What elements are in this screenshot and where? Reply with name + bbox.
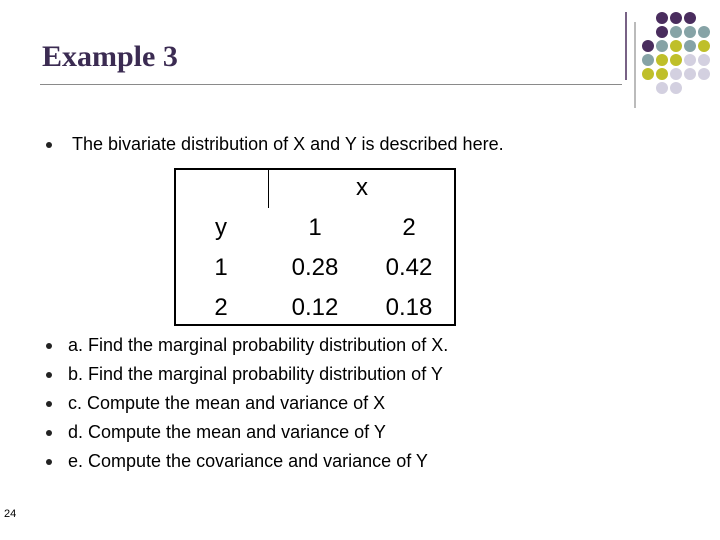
decorative-dot: [684, 68, 696, 80]
decorative-dot: [698, 40, 710, 52]
decorative-dot: [684, 40, 696, 52]
y-value: 2: [214, 294, 228, 321]
table-header-row: [174, 168, 456, 208]
decorative-dot: [670, 26, 682, 38]
intro-text: The bivariate distribution of X and Y is described here.: [72, 134, 504, 154]
decorative-dot: [656, 40, 668, 52]
bullet-icon: [46, 401, 52, 407]
decorative-dot: [656, 82, 668, 94]
decorative-dot: [656, 12, 668, 24]
table-row: [174, 288, 456, 328]
decorative-dot: [656, 26, 668, 38]
page-number: 24: [4, 508, 17, 520]
bullet-icon: [46, 372, 52, 378]
decorative-dots-graphic: [600, 0, 720, 130]
table-row: [174, 208, 456, 248]
decorative-dot: [670, 40, 682, 52]
y-value: 1: [214, 254, 228, 281]
bullet-icon: [46, 142, 52, 148]
decorative-dot: [698, 26, 710, 38]
title-divider: [40, 84, 622, 85]
x-value: 2: [402, 214, 416, 241]
decorative-dot: [684, 26, 696, 38]
table-header-divider: [268, 168, 269, 208]
question-c: c. Compute the mean and variance of X: [68, 393, 386, 413]
decorative-dot: [684, 12, 696, 24]
slide-title: Example 3: [42, 40, 178, 73]
probability-cell: 0.12: [291, 294, 339, 321]
probability-cell: 0.42: [385, 254, 433, 281]
bullet-icon: [46, 430, 52, 436]
decorative-dot: [642, 40, 654, 52]
question-e: e. Compute the covariance and variance of Y: [68, 451, 428, 471]
question-b: b. Find the marginal probability distribution of Y: [68, 364, 443, 384]
bullet-icon: [46, 343, 52, 349]
probability-cell: 0.18: [385, 294, 433, 321]
question-a: a. Find the marginal probability distribution of X.: [68, 335, 449, 355]
x-header: x: [356, 174, 368, 201]
decorative-dot: [670, 54, 682, 66]
decorative-dot: [684, 54, 696, 66]
decorative-dot: [670, 82, 682, 94]
y-header: y: [215, 214, 227, 241]
decorative-dot: [698, 54, 710, 66]
decorative-dot: [698, 68, 710, 80]
probability-cell: 0.28: [291, 254, 339, 281]
question-d: d. Compute the mean and variance of Y: [68, 422, 386, 442]
decorative-dot: [670, 12, 682, 24]
decorative-dot: [642, 54, 654, 66]
distribution-table: [174, 168, 456, 328]
decorative-dot: [670, 68, 682, 80]
decorative-dot: [642, 68, 654, 80]
bullet-icon: [46, 459, 52, 465]
table-row: [174, 248, 456, 288]
decorative-dot: [656, 68, 668, 80]
x-value: 1: [308, 214, 322, 241]
decorative-dot: [656, 54, 668, 66]
